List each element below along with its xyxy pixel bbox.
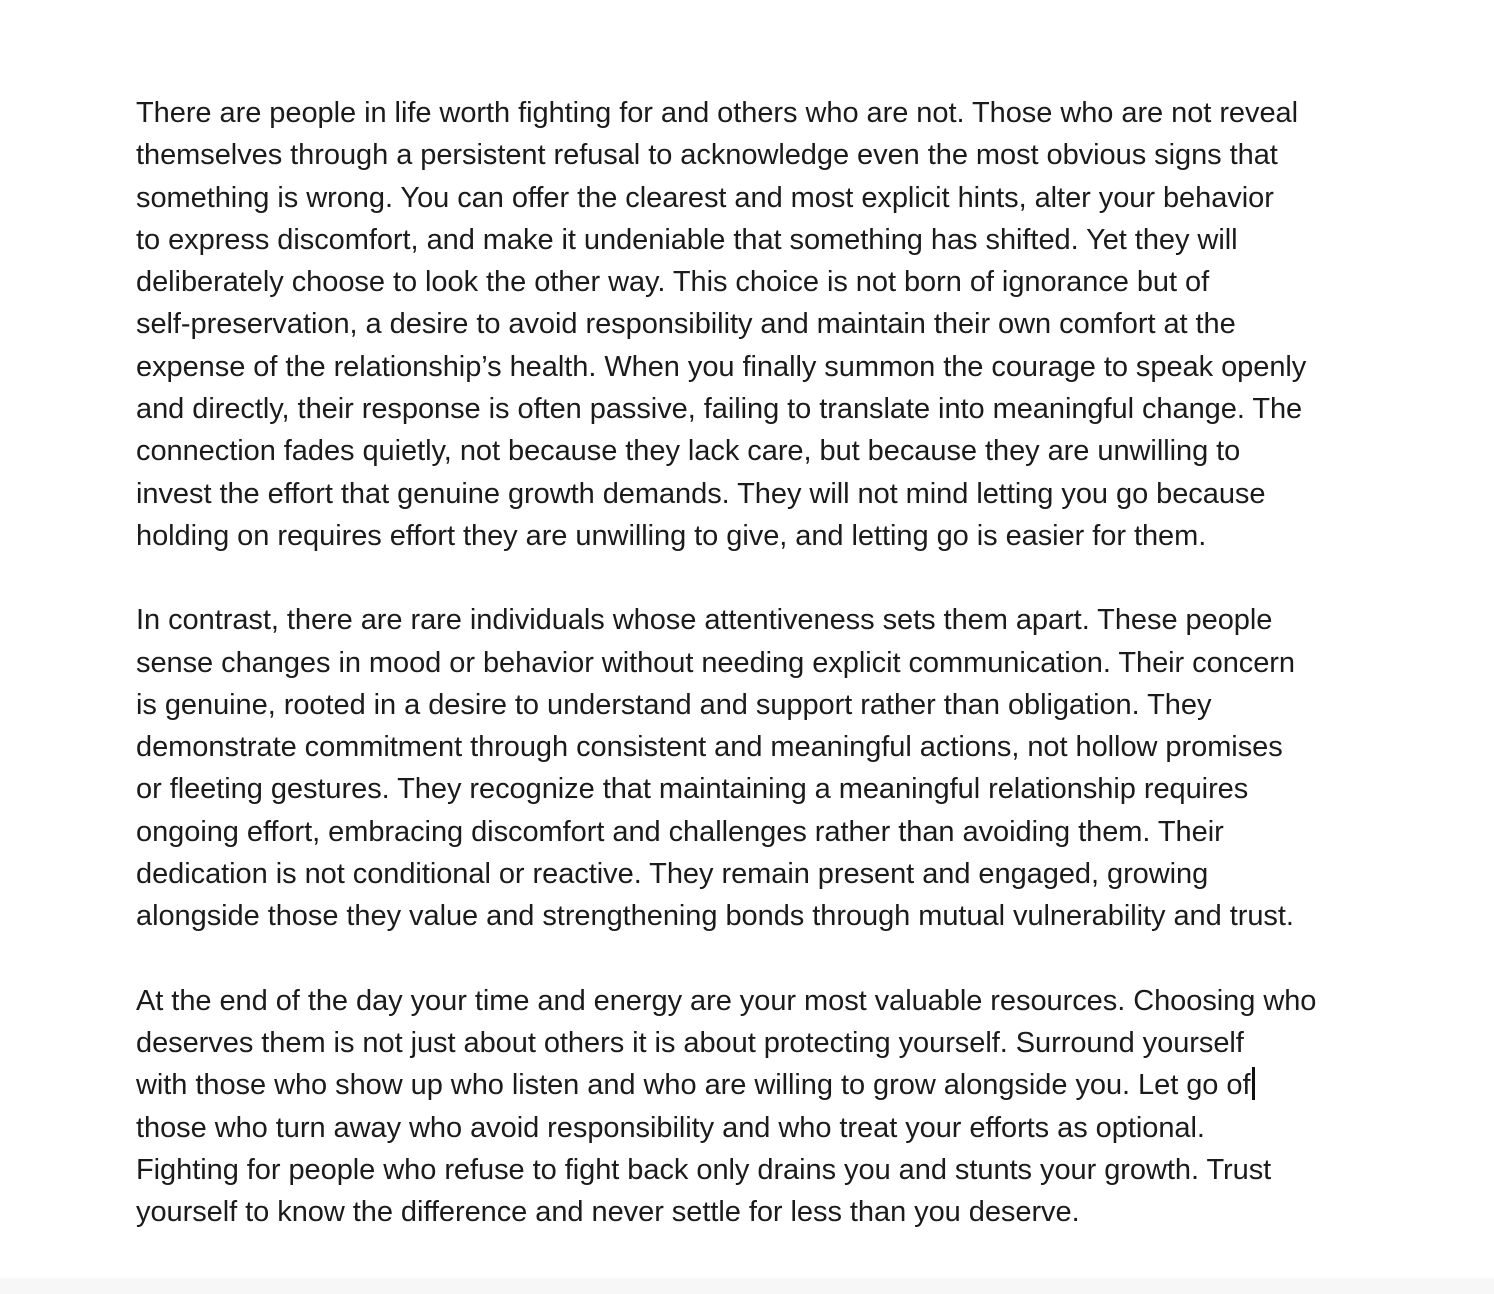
text-line: and directly, their response is often passive, failing to translate into meaningful change. The (136, 393, 1303, 426)
paragraph-1[interactable] (136, 92, 1396, 557)
text-line-with-caret (136, 1064, 1396, 1106)
text-line: themselves through a persistent refusal to acknowledge even the most obvious signs that (136, 139, 1278, 172)
text-line: In contrast, there are rare individuals whose attentiveness sets them apart. These people (136, 604, 1273, 637)
text-line: At the end of the day your time and energy are your most valuable resources. Choosing who (136, 984, 1317, 1017)
text-line: those who turn away who avoid responsibility and who treat your efforts as optional. (136, 1111, 1205, 1144)
text-line: yourself to know the difference and never settle for less than you deserve. (136, 1196, 1080, 1229)
text-line: self-preservation, a desire to avoid responsibility and maintain their own comfort at the (136, 308, 1236, 341)
text-line: sense changes in mood or behavior without needing explicit communication. Their concern (136, 646, 1295, 679)
text-line: or fleeting gestures. They recognize that maintaining a meaningful relationship requires (136, 773, 1249, 806)
text-line: invest the effort that genuine growth demands. They will not mind letting you go because (136, 477, 1266, 510)
text-line-content: with those who show up who listen and who are willing to grow alongside you. Let go of (136, 1069, 1251, 1102)
text-line: Fighting for people who refuse to fight back only drains you and stunts your growth. Trust (136, 1153, 1272, 1186)
text-line: There are people in life worth fighting for and others who are not. Those who are not reveal (136, 97, 1298, 129)
text-line: dedication is not conditional or reactive. They remain present and engaged, growing (136, 858, 1209, 891)
document-body[interactable] (136, 92, 1396, 1233)
text-line: alongside those they value and strengthening bonds through mutual vulnerability and trust. (136, 900, 1294, 933)
text-line: something is wrong. You can offer the clearest and most explicit hints, alter your behavior (136, 181, 1274, 214)
text-line: holding on requires effort they are unwilling to give, and letting go is easier for them. (136, 519, 1207, 552)
text-line: demonstrate commitment through consistent and meaningful actions, not hollow promises (136, 731, 1283, 764)
paragraph-2[interactable] (136, 599, 1396, 937)
text-line: deserves them is not just about others it is about protecting yourself. Surround yourself (136, 1026, 1244, 1059)
text-cursor-caret (1252, 1067, 1255, 1100)
bottom-edge-strip (0, 1278, 1494, 1294)
text-line: to express discomfort, and make it undeniable that something has shifted. Yet they will (136, 223, 1238, 256)
text-line: expense of the relationship’s health. When you finally summon the courage to speak openly (136, 350, 1307, 383)
paragraph-3[interactable] (136, 980, 1396, 1234)
text-line: is genuine, rooted in a desire to understand and support rather than obligation. They (136, 688, 1212, 721)
text-line: connection fades quietly, not because they lack care, but because they are unwilling to (136, 435, 1241, 468)
text-line: ongoing effort, embracing discomfort and challenges rather than avoiding them. Their (136, 815, 1224, 848)
text-line: deliberately choose to look the other way. This choice is not born of ignorance but of (136, 266, 1210, 299)
